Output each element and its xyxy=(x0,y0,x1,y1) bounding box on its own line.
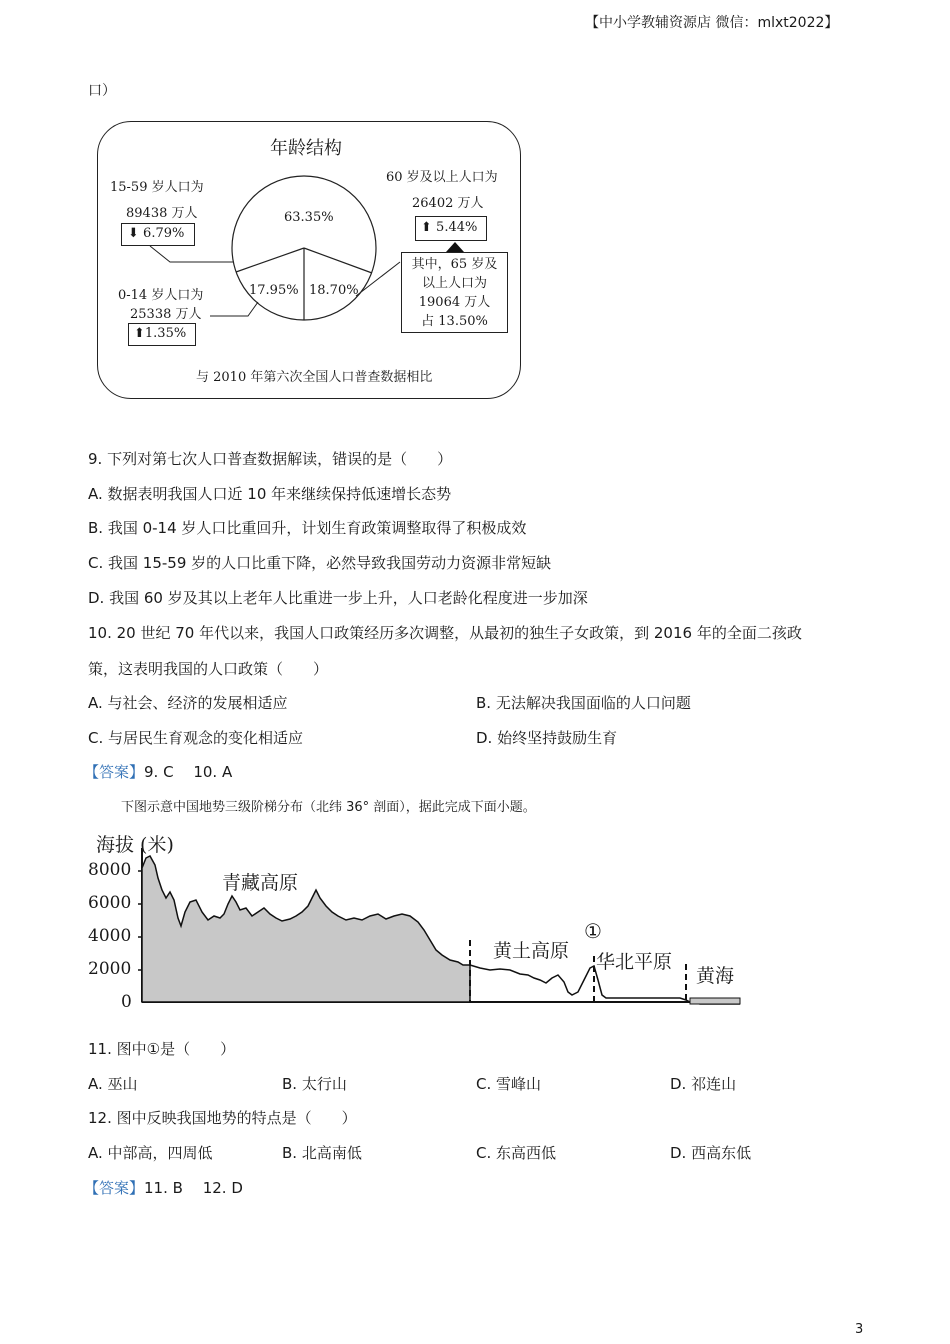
page-tail-text: 口） xyxy=(88,83,116,99)
leader-15-59 xyxy=(150,246,233,262)
pie-label-main: 63.35% xyxy=(284,210,334,225)
answer-line-2 xyxy=(84,1177,243,1198)
label-60-line1: 60 岁及以上人口为 xyxy=(386,170,498,185)
answer-line-1 xyxy=(84,761,232,782)
label-15-59-line1: 15-59 岁人口为 xyxy=(110,180,204,195)
y-tick-label: 8000 xyxy=(88,860,132,880)
qinghai-tibet-terrain xyxy=(142,856,470,1002)
q11-option-d: D. 祁连山 xyxy=(670,1075,737,1093)
label-yellow-sea: 黄海 xyxy=(696,965,735,987)
label-north-china-plain: 华北平原 xyxy=(596,951,673,973)
q12-option-c: C. 东高西低 xyxy=(476,1144,557,1162)
intro-text: 下图示意中国地势三级阶梯分布（北纬 36° 剖面），据此完成下面小题。 xyxy=(121,800,536,815)
up-arrow-icon: ⬆ xyxy=(134,326,145,341)
label-65-line1: 其中，65 岁及 xyxy=(411,257,498,272)
q9-option-d: D. 我国 60 岁及其以上老年人比重进一步上升，人口老龄化程度进一步加深 xyxy=(88,589,588,607)
leader-60 xyxy=(356,262,400,296)
q12-stem: 12. 图中反映我国地势的特点是（ ） xyxy=(88,1109,357,1127)
change-value-15-59: 6.79% xyxy=(143,226,185,241)
q9-option-a: A. 数据表明我国人口近 10 年来继续保持低速增长态势 xyxy=(88,485,452,503)
yellow-sea-water xyxy=(690,998,740,1004)
y-tick-label: 0 xyxy=(121,992,132,1012)
figure-title: 年龄结构 xyxy=(270,138,342,159)
q10-stem-line1: 10. 20 世纪 70 年代以来，我国人口政策经历多次调整，从最初的独生子女政策，到 2016 年的全面二孩政 xyxy=(88,624,802,642)
q11-stem: 11. 图中①是（ ） xyxy=(88,1040,236,1058)
q12-option-d: D. 西高东低 xyxy=(670,1144,752,1162)
q11-option-a: A. 巫山 xyxy=(88,1075,138,1093)
q10-option-d: D. 始终坚持鼓励生育 xyxy=(476,729,618,747)
change-box-60 xyxy=(415,216,487,241)
marker-circled-one: ① xyxy=(584,919,602,943)
answer-tag: 【答案】 xyxy=(84,1179,145,1197)
pie-divider-right xyxy=(304,248,372,273)
q12-option-a: A. 中部高，四周低 xyxy=(88,1144,213,1162)
pie-label-old: 18.70% xyxy=(309,283,359,298)
q11-option-b: B. 太行山 xyxy=(282,1075,347,1093)
answer-text: 11. B 12. D xyxy=(144,1179,243,1197)
sub-box-65 xyxy=(401,252,508,333)
q10-option-b: B. 无法解决我国面临的人口问题 xyxy=(476,694,691,712)
profile-y-label: 海拔 (米) xyxy=(96,834,174,856)
page-number: 3 xyxy=(855,1322,864,1337)
q10-option-a: A. 与社会、经济的发展相适应 xyxy=(88,694,288,712)
pie-divider-left xyxy=(236,248,304,272)
label-65-line3: 19064 万人 xyxy=(418,295,491,310)
q9-option-b: B. 我国 0-14 岁人口比重回升，计划生育政策调整取得了积极成效 xyxy=(88,519,527,537)
label-qinghai-tibet: 青藏高原 xyxy=(222,872,299,894)
q9-stem: 9. 下列对第七次人口普查数据解读，错误的是（ ） xyxy=(88,450,453,468)
q9-option-c: C. 我国 15-59 岁的人口比重下降，必然导致我国劳动力资源非常短缺 xyxy=(88,554,552,572)
pie-label-young: 17.95% xyxy=(249,283,299,298)
figure-caption: 与 2010 年第六次全国人口普查数据相比 xyxy=(196,370,433,385)
change-value-60: 5.44% xyxy=(436,220,478,235)
answer-tag: 【答案】 xyxy=(84,763,145,781)
header-watermark: 【中小学教辅资源店 微信：mlxt2022】 xyxy=(585,15,839,31)
q11-option-c: C. 雪峰山 xyxy=(476,1075,542,1093)
y-tick-label: 6000 xyxy=(88,893,132,913)
label-65-line2: 以上人口为 xyxy=(421,276,487,291)
change-box-15-59 xyxy=(121,223,195,246)
change-box-0-14 xyxy=(128,323,196,346)
label-60-line2: 26402 万人 xyxy=(412,196,484,211)
q10-option-c: C. 与居民生育观念的变化相适应 xyxy=(88,729,304,747)
triangle-marker xyxy=(446,242,464,252)
label-0-14-line1: 0-14 岁人口为 xyxy=(118,288,204,303)
label-65-line4: 占 13.50% xyxy=(421,314,488,329)
up-arrow-icon: ⬆ xyxy=(421,220,432,235)
label-0-14-line2: 25338 万人 xyxy=(130,307,202,322)
q10-stem-line2: 策，这表明我国的人口政策（ ） xyxy=(88,660,329,678)
change-value-0-14: 1.35% xyxy=(144,326,187,341)
answer-text: 9. C 10. A xyxy=(144,763,233,781)
leader-0-14 xyxy=(210,302,258,316)
q12-option-b: B. 北高南低 xyxy=(282,1144,362,1162)
y-tick-label: 2000 xyxy=(88,959,132,979)
y-tick-label: 4000 xyxy=(88,926,132,946)
label-15-59-line2: 89438 万人 xyxy=(126,206,198,221)
label-loess-plateau: 黄土高原 xyxy=(493,940,570,962)
down-arrow-icon: ⬇ xyxy=(128,226,139,241)
